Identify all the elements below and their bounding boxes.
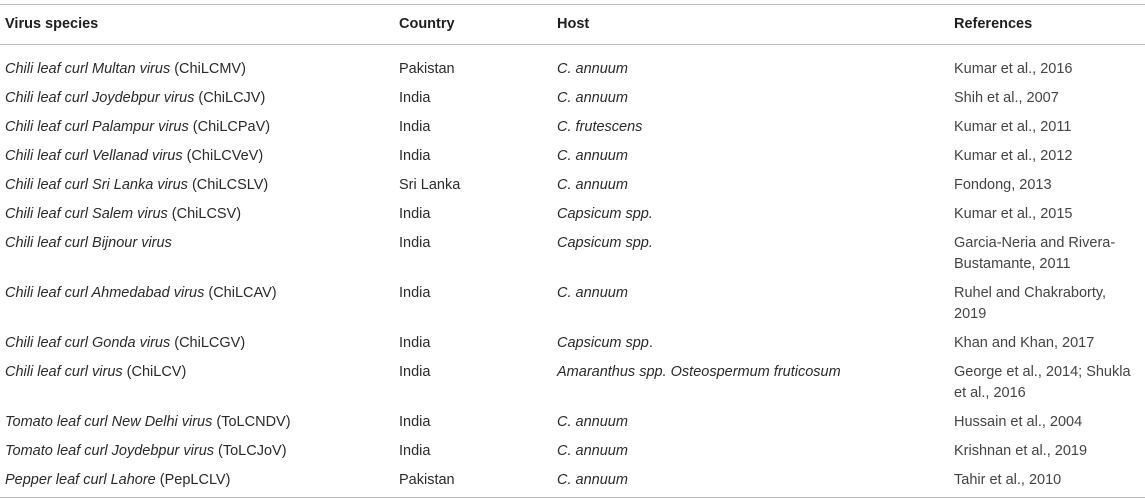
species-name: Chili leaf curl Ahmedabad virus bbox=[5, 285, 205, 301]
host-name: C. annuum bbox=[557, 285, 628, 301]
cell-virus-species bbox=[0, 279, 394, 329]
header-row bbox=[0, 5, 1145, 45]
table-row bbox=[0, 229, 1145, 279]
cell-host bbox=[552, 466, 949, 498]
host-name: C. annuum bbox=[557, 90, 628, 106]
table-row bbox=[0, 142, 1145, 171]
host-name: Capsicum spp. bbox=[557, 206, 653, 222]
host-name: C. annuum bbox=[557, 472, 628, 488]
cell-virus-species bbox=[0, 45, 394, 85]
cell-host bbox=[552, 200, 949, 229]
host-name: Capsicum spp bbox=[557, 335, 649, 351]
host-name: C. annuum bbox=[557, 443, 628, 459]
cell-country: India bbox=[399, 206, 431, 222]
species-name: Tomato leaf curl New Delhi virus bbox=[5, 414, 213, 430]
cell-host bbox=[552, 358, 949, 408]
cell-reference: Krishnan et al., 2019 bbox=[954, 443, 1088, 459]
cell-country: India bbox=[399, 335, 431, 351]
species-name: Chili leaf curl Salem virus bbox=[5, 206, 168, 222]
table-row bbox=[0, 466, 1145, 498]
cell-host bbox=[552, 142, 949, 171]
species-name: Pepper leaf curl Lahore bbox=[5, 472, 156, 488]
cell-country: Pakistan bbox=[394, 466, 552, 498]
cell-reference: Garcia-Neria and Rivera-Bustamante, 2011 bbox=[954, 235, 1116, 272]
species-abbreviation: (ChiLCV) bbox=[122, 364, 187, 380]
species-name: Tomato leaf curl Joydebpur virus bbox=[5, 443, 215, 459]
cell-reference: Kumar et al., 2016 bbox=[954, 61, 1073, 77]
cell-country: Pakistan bbox=[399, 61, 455, 77]
table-row bbox=[0, 171, 1145, 200]
table-row bbox=[0, 358, 1145, 408]
cell-host bbox=[552, 45, 949, 85]
cell-reference: Ruhel and Chakraborty, 2019 bbox=[954, 285, 1107, 322]
host-name: Capsicum spp. bbox=[557, 235, 653, 251]
species-name: Chili leaf curl Palampur virus bbox=[5, 119, 189, 135]
cell-reference: Hussain et al., 2004 bbox=[954, 414, 1083, 430]
table-row bbox=[0, 84, 1145, 113]
cell-reference: George et al., 2014; Shukla et al., 2016 bbox=[954, 364, 1131, 401]
species-abbreviation: (ChiLCGV) bbox=[170, 335, 246, 351]
host-suffix: . bbox=[648, 335, 653, 351]
cell-host bbox=[552, 279, 949, 329]
cell-reference: Kumar et al., 2012 bbox=[954, 148, 1073, 164]
table-row bbox=[0, 200, 1145, 229]
species-name: Chili leaf curl Vellanad virus bbox=[5, 148, 183, 164]
table-row bbox=[0, 45, 1145, 85]
host-name: C. annuum bbox=[557, 61, 628, 77]
cell-host bbox=[552, 84, 949, 113]
table-row bbox=[0, 408, 1145, 437]
cell-reference: Kumar et al., 2011 bbox=[954, 119, 1072, 135]
cell-host bbox=[552, 329, 949, 358]
cell-virus-species bbox=[0, 437, 394, 466]
cell-host bbox=[552, 171, 949, 200]
table-header bbox=[0, 5, 1145, 45]
species-name: Chili leaf curl Multan virus bbox=[5, 61, 171, 77]
header-host: Host bbox=[552, 5, 949, 45]
cell-reference: Kumar et al., 2015 bbox=[954, 206, 1073, 222]
cell-country: India bbox=[399, 443, 431, 459]
host-name: Amaranthus spp. Osteospermum fruticosum bbox=[557, 364, 841, 380]
species-abbreviation: (ChiLCSLV) bbox=[187, 177, 269, 193]
species-abbreviation: (ChiLCSV) bbox=[167, 206, 242, 222]
table-row bbox=[0, 279, 1145, 329]
cell-virus-species bbox=[0, 200, 394, 229]
cell-country: India bbox=[399, 148, 431, 164]
header-references: References bbox=[949, 5, 1145, 45]
cell-host bbox=[552, 437, 949, 466]
cell-virus-species bbox=[0, 171, 394, 200]
cell-country: India bbox=[399, 364, 431, 380]
cell-country: India bbox=[399, 414, 431, 430]
host-name: C. frutescens bbox=[557, 119, 643, 135]
header-virus-species: Virus species bbox=[0, 5, 394, 45]
cell-host bbox=[552, 408, 949, 437]
cell-country: India bbox=[399, 235, 431, 251]
header-country: Country bbox=[394, 5, 552, 45]
species-name: Chili leaf curl Joydebpur virus bbox=[5, 90, 195, 106]
species-name: Chili leaf curl Gonda virus bbox=[5, 335, 171, 351]
table-row bbox=[0, 329, 1145, 358]
species-name: Chili leaf curl virus bbox=[5, 364, 123, 380]
cell-virus-species bbox=[0, 358, 394, 408]
cell-country: India bbox=[399, 119, 431, 135]
cell-virus-species bbox=[0, 466, 394, 498]
species-abbreviation: (ChiLCMV) bbox=[170, 61, 246, 77]
cell-reference: Khan and Khan, 2017 bbox=[954, 335, 1095, 351]
cell-virus-species bbox=[0, 142, 394, 171]
species-name: Chili leaf curl Sri Lanka virus bbox=[5, 177, 188, 193]
species-abbreviation: (ChiLCAV) bbox=[204, 285, 277, 301]
cell-virus-species bbox=[0, 84, 394, 113]
cell-country: India bbox=[399, 285, 431, 301]
cell-country: India bbox=[399, 90, 431, 106]
species-abbreviation: (ToLCNDV) bbox=[212, 414, 291, 430]
cell-reference: Shih et al., 2007 bbox=[954, 90, 1059, 106]
table-row bbox=[0, 437, 1145, 466]
species-abbreviation: (ChiLCJV) bbox=[194, 90, 266, 106]
table-row bbox=[0, 113, 1145, 142]
host-name: C. annuum bbox=[557, 414, 628, 430]
cell-host bbox=[552, 229, 949, 279]
species-abbreviation: (PepLCLV) bbox=[155, 472, 231, 488]
species-abbreviation: (ToLCJoV) bbox=[214, 443, 287, 459]
virus-table bbox=[0, 4, 1145, 498]
cell-virus-species bbox=[0, 329, 394, 358]
cell-virus-species bbox=[0, 408, 394, 437]
species-name: Chili leaf curl Bijnour virus bbox=[5, 235, 172, 251]
cell-country: Sri Lanka bbox=[399, 177, 461, 193]
cell-reference: Tahir et al., 2010 bbox=[949, 466, 1145, 498]
table-body bbox=[0, 45, 1145, 498]
cell-virus-species bbox=[0, 229, 394, 279]
cell-virus-species bbox=[0, 113, 394, 142]
cell-reference: Fondong, 2013 bbox=[954, 177, 1052, 193]
species-abbreviation: (ChiLCPaV) bbox=[188, 119, 271, 135]
cell-host bbox=[552, 113, 949, 142]
species-abbreviation: (ChiLCVeV) bbox=[182, 148, 264, 164]
host-name: C. annuum bbox=[557, 148, 628, 164]
host-name: C. annuum bbox=[557, 177, 628, 193]
